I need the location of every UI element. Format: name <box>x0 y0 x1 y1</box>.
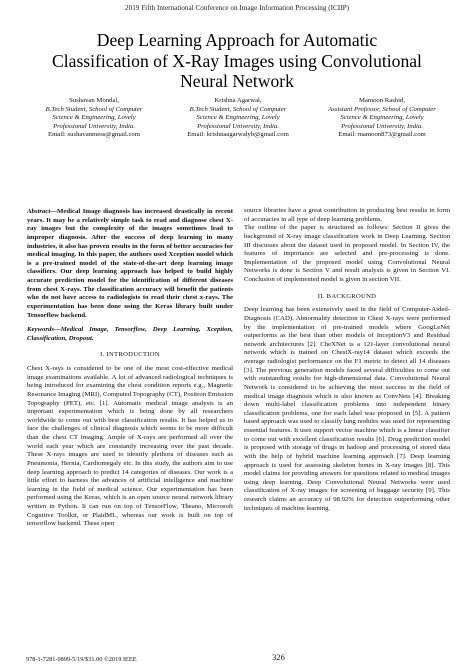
author-affiliation: Science & Engineering, Lovely <box>52 114 136 121</box>
section-heading-introduction: I. INTRODUCTION <box>100 351 160 359</box>
author-email: Email: krishnaagarwalyb@gmail.com <box>187 131 289 138</box>
section-heading-background: II. BACKGROUND <box>317 292 377 300</box>
author-name: Sushavan Mondal, <box>69 97 119 104</box>
author-name: Krishna Agarwal, <box>214 97 262 104</box>
author-affiliation: Assistant Professor, School of Computer <box>328 105 436 113</box>
title-line: Neural Network <box>180 71 294 92</box>
introduction-continued: source libraries have a great contribution in producing best results in form of accuracies in all type of deep learning problems. <box>244 207 450 223</box>
right-column <box>244 207 450 513</box>
author-affiliation: Professional University, India. <box>197 122 279 130</box>
author-2 <box>168 97 308 140</box>
author-1 <box>24 97 164 140</box>
author-email: Email: mamoon873@gmail.com <box>338 131 426 138</box>
keywords: Keywords—Medical Image, Tensorflow, Deep Learning, Xception, Classification, Dropout. <box>27 326 233 342</box>
conference-header: 2019 Fifth International Conference on Image Information Processing (ICIIP) <box>125 4 349 12</box>
author-affiliation: B.Tech Student, School of Computer <box>45 105 143 113</box>
author-affiliation: Professional University, India. <box>341 122 423 130</box>
author-affiliation: Science & Engineering, Lovely <box>196 114 280 121</box>
title-line: Deep Learning Approach for Automatic <box>96 30 378 50</box>
page-number: 326 <box>272 652 285 662</box>
footer-isbn: 978-1-7281-0899-5/19/$31.00 ©2019 IEEE <box>26 656 137 663</box>
background-paragraph: Deep learning has been extensively used in the field of Computer-Aided-Diagnosis (CAD). Abnormality detection in Chest X-rays were performed by the implementation of pre-trained models where GoogLeNet outperforms as the best than other models of InceptionV3 and Residual network architectures [2]. CheXNet is a 121-layer convolutional neural network which is trained on ChestX-ray14 dataset which exceeds the average radiologist performance on the F1 metric to detect all 14 diseases [3]. The previous generation models faced several difficulties to come out with outstanding results for high-dimensional data. Convolutional Neural Network is considered to be achieving the most success in the field of medical image diagnosis which is also known as ConvNets [4]. Breaking down multi-label classification problems into independent binary classification problems, one for each label was proposed in [5]. A pattern based approach was used to classify lung nodules was used for representing essential features. It uses support vector machine which is a linear classifier to come out with excellent classification results [6]. Drug prediction model is proposed with storage of drugs in hadoop and processing of stored data with the help of hybrid machine learning approach [7]. Deep learning approach is used for assessing skeleton bones in X-ray images [8]. This model claims for providing answers for questions related to medical images using deep learning. Deep Convolutional Neural Networks were used classification of X-ray images for screening of baggage security [9]. This research claims an accuracy of 98.92% for detection outperforming other techniques of machine learning. <box>244 306 450 512</box>
left-column <box>27 208 233 529</box>
outline-paragraph: The outline of the paper is structured as follows: Section II gives the background of X-ray image classification work in Deep Learning. Section III discusses about the dataset used in proposed model. In Section IV, the features of importance are selected and pre-processing is done. Implementation of the proposed model using Convolutional Neural Networks is done is Section V and result analysis is given in Section VI. Conclusion of implemented model is given in section VII. <box>244 224 450 283</box>
author-email: Email: sushavanmess@gmail.com <box>48 131 140 138</box>
author-affiliation: Professional University, India. <box>53 122 135 130</box>
title-line: Classification of X-Ray Images using Convolutional <box>52 50 422 71</box>
author-affiliation: B.Tech Student, School of Computer <box>189 105 287 113</box>
paper-title <box>18 30 456 92</box>
abstract <box>27 208 233 320</box>
author-affiliation: Science & Engineering, Lovely <box>340 114 424 121</box>
introduction-paragraph: Chest X-rays is considered to be one of the most cost-effective medical image examinations available. A lot of advanced radiological techniques is being introduced for examining the chest condition reports e.g., Magnetic Resonance Imaging (MRI), Computed Topography (CT), Positron Emission Topography (PET), etc. [1]. Automatic medical image analysis is an important experimentation which is being done by all researchers worldwide to come out with best classification results. It has helped us to face the challenges of clinical diagnosis which seems to be more difficult than the chest CT imaging. Ample of X-rays are performed all over the world each year which are constantly increasing over the past decade. These X-rays images are used to identify plethora of diseases such as Pneumonia, Hernia, Cardiomegaly etc. In this study, the authors aim to use deep learning approach to predict 14 categories of diseases. Our work is a little effort to harness the advances of artificial intelligence and machine learning in the field of medical science. Our experimentation has been performed using the Keras, which is an open source neural network library written in Python. It can run on top of TensorFlow, Theano, Microsoft Cognitive Toolkit, or PlaidML, whereas our work is built on top of tensorflow backend. These open <box>27 365 233 528</box>
author-3 <box>312 97 452 140</box>
abstract-text: —Medical Image diagnosis has increased drastically in recent years. It may be a relatively simple task to read and diagnose chest X-ray images but the complexity of the images sometimes lead to improper diagnosis. After the success of deep learning in many industries, it also has proven results in the form of better accuracies for medical imaging. In this paper, the authors used Xception model which is a pre-trained model of the state-of-the-art deep learning image classifiers. Our deep learning approach has helped to build highly accurate prediction model for the identification of different diseases from chest X-rays. The classification accuracy will benefit the patients who do not have access to radiologists to read their chest x-rays. The experimentation has been done using the Keras library built under Tensorflow backend. <box>27 208 233 319</box>
author-name: Mamoon Rashid, <box>358 97 406 104</box>
author-block <box>24 97 452 140</box>
abstract-lead: Abstract <box>27 208 51 215</box>
